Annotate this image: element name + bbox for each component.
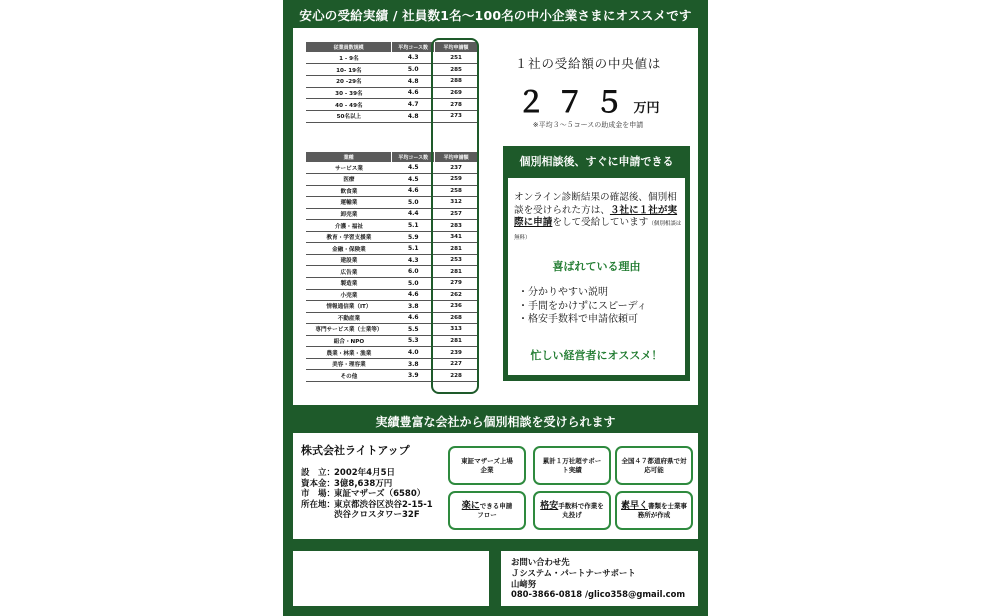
table-row bbox=[306, 266, 478, 278]
table-header-row bbox=[306, 42, 478, 52]
avg-amount: 341 bbox=[435, 231, 478, 243]
row-label: 農業・林業・漁業 bbox=[306, 347, 392, 359]
info-value: 東京都渋谷区渋谷2-15-1 bbox=[334, 499, 433, 510]
contact-phone-email: 080-3866-0818 /glico358@gmail.com bbox=[511, 589, 686, 600]
table-header-row bbox=[306, 152, 478, 162]
info-key: 設 立： bbox=[301, 468, 336, 478]
row-label: 広告業 bbox=[306, 266, 392, 278]
avg-amount: 239 bbox=[435, 347, 478, 359]
table-row bbox=[306, 243, 478, 255]
badge-text: 書類を士業事務所が作成 bbox=[637, 501, 687, 519]
table-row bbox=[306, 162, 478, 174]
info-row bbox=[301, 500, 433, 511]
row-label: 1 - 9名 bbox=[306, 52, 392, 64]
avg-courses: 3.9 bbox=[392, 370, 435, 382]
badge-low-fee bbox=[533, 491, 611, 530]
company-name: 株式会社ライトアップ bbox=[301, 444, 410, 457]
avg-courses: 5.0 bbox=[392, 64, 435, 76]
avg-courses: 5.0 bbox=[392, 277, 435, 289]
avg-courses: 4.7 bbox=[392, 99, 435, 111]
avg-amount: 268 bbox=[435, 312, 478, 324]
avg-courses: 5.1 bbox=[392, 243, 435, 255]
badge-emphasis: 素早く bbox=[620, 500, 648, 511]
badge-easy-flow bbox=[448, 491, 526, 530]
median-value bbox=[498, 80, 678, 121]
contact-org: Ｊシステム・パートナーサポート bbox=[511, 567, 636, 578]
badge-text: 東証マザーズ上場企業 bbox=[461, 456, 513, 474]
table-row bbox=[306, 312, 478, 324]
avg-amount: 269 bbox=[435, 87, 478, 99]
badge-emphasis: 格安 bbox=[540, 500, 559, 511]
badge-support-record bbox=[533, 446, 611, 485]
table-row bbox=[306, 277, 478, 289]
table-row bbox=[306, 99, 478, 111]
avg-courses: 4.6 bbox=[392, 185, 435, 197]
company-info bbox=[301, 468, 433, 521]
list-item: ・分かりやすい説明 bbox=[518, 287, 608, 298]
info-key bbox=[301, 510, 334, 521]
info-row bbox=[301, 468, 433, 479]
row-label: 組合・NPO bbox=[306, 335, 392, 347]
avg-amount: 273 bbox=[435, 110, 478, 122]
reason-title: 喜ばれている理由 bbox=[552, 260, 641, 273]
median-unit: 万円 bbox=[633, 101, 660, 116]
consultation-free-note: （個別相談は無料） bbox=[514, 221, 682, 241]
row-label: 卸売業 bbox=[306, 208, 392, 220]
avg-courses: 4.6 bbox=[392, 87, 435, 99]
consultation-heading: 個別相談後、すぐに申請できる bbox=[519, 155, 674, 168]
avg-courses: 4.6 bbox=[392, 312, 435, 324]
avg-amount: 236 bbox=[435, 301, 478, 313]
row-label: サービス業 bbox=[306, 162, 392, 174]
badge-emphasis: 楽に bbox=[461, 500, 480, 511]
table-row bbox=[306, 174, 478, 186]
consultation-highlight: ３社に１社が実際に申請 bbox=[514, 204, 678, 229]
column-header: 従業員数規模 bbox=[306, 42, 392, 52]
avg-amount: 281 bbox=[435, 243, 478, 255]
avg-amount: 288 bbox=[435, 75, 478, 87]
blank-panel bbox=[293, 551, 489, 606]
info-key: 市 場： bbox=[301, 489, 336, 499]
avg-amount: 285 bbox=[435, 64, 478, 76]
column-header: 平均申請額 bbox=[435, 152, 478, 162]
row-label: 小売業 bbox=[306, 289, 392, 301]
table-row bbox=[306, 347, 478, 359]
avg-courses: 6.0 bbox=[392, 266, 435, 278]
row-label: 医療 bbox=[306, 174, 392, 186]
table-row bbox=[306, 75, 478, 87]
table-row bbox=[306, 185, 478, 197]
row-label: 介護・福祉 bbox=[306, 220, 392, 232]
avg-amount: 237 bbox=[435, 162, 478, 174]
table-row bbox=[306, 301, 478, 313]
avg-amount: 253 bbox=[435, 254, 478, 266]
table-row bbox=[306, 254, 478, 266]
closing-message: 忙しい経営者にオススメ！ bbox=[530, 349, 663, 362]
badge-fast bbox=[615, 491, 693, 530]
employee-size-table bbox=[306, 42, 478, 123]
badge-text: できる申請フロー bbox=[477, 501, 513, 519]
table-row bbox=[306, 289, 478, 301]
avg-courses: 5.0 bbox=[392, 197, 435, 209]
row-label: 情報通信業（IT） bbox=[306, 301, 392, 313]
badge-listed bbox=[448, 446, 526, 485]
table-row bbox=[306, 335, 478, 347]
list-item: ・格安手数料で申請依頼可 bbox=[518, 314, 638, 325]
avg-amount: 281 bbox=[435, 266, 478, 278]
avg-courses: 5.3 bbox=[392, 335, 435, 347]
info-value: 3億8,638万円 bbox=[334, 478, 393, 489]
avg-courses: 4.8 bbox=[392, 110, 435, 122]
info-key: 資本金： bbox=[301, 478, 336, 489]
row-label: 20 -29名 bbox=[306, 75, 392, 87]
info-row bbox=[301, 479, 433, 490]
contact-title: お問い合わせ先 bbox=[511, 557, 570, 567]
avg-amount: 257 bbox=[435, 208, 478, 220]
table-row bbox=[306, 197, 478, 209]
consultation-body bbox=[508, 178, 685, 375]
column-header: 平均コース数 bbox=[392, 42, 435, 52]
column-header: 平均申請額 bbox=[435, 42, 478, 52]
table-row bbox=[306, 52, 478, 64]
row-label: 美容・理容業 bbox=[306, 358, 392, 370]
info-key: 所在地： bbox=[301, 499, 336, 510]
avg-amount: 313 bbox=[435, 324, 478, 336]
avg-courses: 5.9 bbox=[392, 231, 435, 243]
row-label: 運輸業 bbox=[306, 197, 392, 209]
consultation-text-c: をして受給しています bbox=[552, 217, 649, 229]
avg-amount: 283 bbox=[435, 220, 478, 232]
table-row bbox=[306, 87, 478, 99]
row-label: 教育・学習支援業 bbox=[306, 231, 392, 243]
row-label: 不動産業 bbox=[306, 312, 392, 324]
table-row bbox=[306, 231, 478, 243]
table-row bbox=[306, 64, 478, 76]
row-label: 40 - 49名 bbox=[306, 99, 392, 111]
info-value: 渋谷クロスタワー32F bbox=[334, 510, 420, 520]
avg-courses: 4.3 bbox=[392, 52, 435, 64]
avg-courses: 4.5 bbox=[392, 174, 435, 186]
avg-amount: 228 bbox=[435, 370, 478, 382]
contact-info bbox=[511, 557, 685, 600]
row-label: 建設業 bbox=[306, 254, 392, 266]
info-row bbox=[301, 489, 433, 500]
badge-text: 手数料で作業を丸投げ bbox=[558, 501, 604, 519]
reason-list bbox=[518, 286, 683, 327]
badge-text: 累計１万社超サポート実績 bbox=[542, 456, 602, 474]
badge-text: 全国４７都道府県で対応可能 bbox=[621, 456, 687, 474]
row-label: 30 - 39名 bbox=[306, 87, 392, 99]
table-row bbox=[306, 358, 478, 370]
company-panel bbox=[293, 433, 698, 539]
median-number: ２７５ bbox=[516, 85, 634, 119]
avg-amount: 281 bbox=[435, 335, 478, 347]
list-item: ・手間をかけずにスピーディ bbox=[518, 300, 647, 312]
avg-courses: 3.8 bbox=[392, 358, 435, 370]
median-note: ※平均３〜５コースの助成金を申請 bbox=[532, 121, 644, 129]
avg-courses: 3.8 bbox=[392, 301, 435, 313]
avg-courses: 5.1 bbox=[392, 220, 435, 232]
info-value: 東証マザーズ（6580） bbox=[334, 489, 426, 499]
row-label: 専門サービス業（士業等） bbox=[306, 324, 392, 336]
avg-amount: 278 bbox=[435, 99, 478, 111]
table-row bbox=[306, 220, 478, 232]
flyer bbox=[283, 0, 708, 616]
table-row bbox=[306, 110, 478, 122]
avg-amount: 227 bbox=[435, 358, 478, 370]
contact-panel bbox=[501, 551, 698, 606]
stats-panel bbox=[293, 28, 698, 405]
avg-courses: 4.3 bbox=[392, 254, 435, 266]
avg-amount: 312 bbox=[435, 197, 478, 209]
consultation-text-a: オンライン診断結果の確認後、個別相談を受けられた方は、 bbox=[514, 192, 677, 216]
row-label: 50名以上 bbox=[306, 110, 392, 122]
row-label: 飲食業 bbox=[306, 185, 392, 197]
avg-amount: 259 bbox=[435, 174, 478, 186]
row-label: その他 bbox=[306, 370, 392, 382]
info-value: 2002年4月5日 bbox=[334, 468, 395, 478]
contact-person: 山﨑努 bbox=[511, 578, 537, 589]
avg-courses: 4.4 bbox=[392, 208, 435, 220]
row-label: 金融・保険業 bbox=[306, 243, 392, 255]
consultation-box bbox=[503, 146, 690, 381]
header-title: 安心の受給実績 / 社員数1名〜100名の中小企業さまにオススメです bbox=[299, 8, 692, 23]
consultation-text bbox=[514, 192, 684, 244]
row-label: 10- 19名 bbox=[306, 64, 392, 76]
avg-amount: 251 bbox=[435, 52, 478, 64]
row-label: 製造業 bbox=[306, 277, 392, 289]
table-row bbox=[306, 370, 478, 382]
table-row bbox=[306, 208, 478, 220]
avg-amount: 258 bbox=[435, 185, 478, 197]
column-header: 業種 bbox=[306, 152, 392, 162]
badge-nationwide bbox=[615, 446, 693, 485]
avg-courses: 4.5 bbox=[392, 162, 435, 174]
median-title: １社の受給額の中央値は bbox=[514, 56, 662, 71]
table-row bbox=[306, 324, 478, 336]
avg-courses: 4.6 bbox=[392, 289, 435, 301]
section-title: 実績豊富な会社から個別相談を受けられます bbox=[375, 415, 616, 429]
avg-courses: 4.8 bbox=[392, 75, 435, 87]
industry-table bbox=[306, 152, 478, 382]
avg-courses: 5.5 bbox=[392, 324, 435, 336]
column-header: 平均コース数 bbox=[392, 152, 435, 162]
avg-courses: 4.0 bbox=[392, 347, 435, 359]
info-row bbox=[301, 510, 433, 521]
avg-amount: 262 bbox=[435, 289, 478, 301]
avg-amount: 279 bbox=[435, 277, 478, 289]
